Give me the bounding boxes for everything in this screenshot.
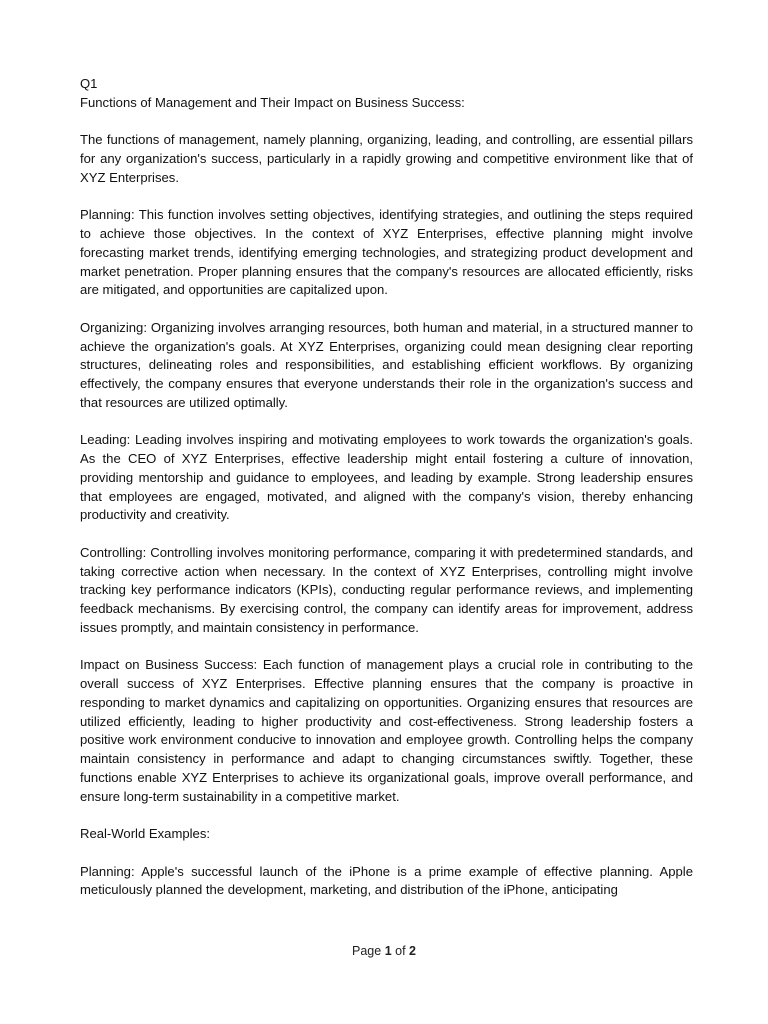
current-page-number: 1 (384, 944, 392, 958)
paragraph-real-world-heading: Real-World Examples: (80, 826, 211, 841)
document-heading: Functions of Management and Their Impact on Business Success: (80, 94, 465, 110)
question-label: Q1 (80, 76, 98, 91)
total-pages-number: 2 (409, 944, 416, 958)
paragraph-organizing: Organizing: Organizing involves arranging resources, both human and material, in a structured manner to achieve the organization's goals. At XYZ Enterprises, organizing could mean designing clear reporting structures, delineating roles and responsibilities, and establishing efficient workflows. By organizing effectively, the company ensures that everyone understands their role in the organization's success and that resources are utilized optimally. (80, 319, 693, 410)
paragraph-intro: The functions of management, namely planning, organizing, leading, and controlling, are essential pillars for any organization's success, particularly in a rapidly growing and competitive environment like that of XYZ Enterprises. (80, 132, 693, 185)
paragraph-apple-example: Planning: Apple's successful launch of the iPhone is a prime example of effective planning. Apple meticulously planned the development, marketing, and distribution of the iPhone, anticipating (80, 863, 693, 898)
page-word: Page (352, 944, 382, 958)
of-word: of (395, 944, 406, 958)
page-footer (0, 942, 768, 960)
document-body (80, 75, 693, 919)
paragraph-controlling: Controlling: Controlling involves monitoring performance, comparing it with predetermined standards, and taking corrective action when necessary. In the context of XYZ Enterprises, controlling might involve tracking key performance indicators (KPIs), conducting regular performance reviews, and implementing feedback mechanisms. By exercising control, the company can identify areas for improvement, address issues promptly, and maintain consistency in performance. (80, 544, 693, 635)
paragraph-leading: Leading: Leading involves inspiring and motivating employees to work towards the organization's goals. As the CEO of XYZ Enterprises, effective leadership might entail fostering a culture of innovation, providing mentorship and guidance to employees, and leading by example. Strong leadership ensures that employees are engaged, motivated, and aligned with the company's vision, thereby enhancing productivity and creativity. (80, 432, 693, 523)
paragraph-planning: Planning: This function involves setting objectives, identifying strategies, and outlining the steps required to achieve those objectives. In the context of XYZ Enterprises, effective planning might involve forecasting market trends, identifying emerging technologies, and strategizing product development and market penetration. Proper planning ensures that the company's resources are allocated efficiently, risks are mitigated, and opportunities are capitalized upon. (80, 207, 693, 298)
paragraph-impact: Impact on Business Success: Each function of management plays a crucial role in contributing to the overall success of XYZ Enterprises. Effective planning ensures that the company is proactive in responding to market dynamics and capitalizing on opportunities. Organizing ensures that resources are utilized efficiently, leading to higher productivity and cost-effectiveness. Strong leadership fosters a positive work environment conducive to innovation and employee growth. Controlling helps the company maintain consistency in performance and adapt to changing circumstances swiftly. Together, these functions enable XYZ Enterprises to achieve its organizational goals, improve overall performance, and ensure long-term sustainability in a competitive market. (80, 657, 693, 804)
